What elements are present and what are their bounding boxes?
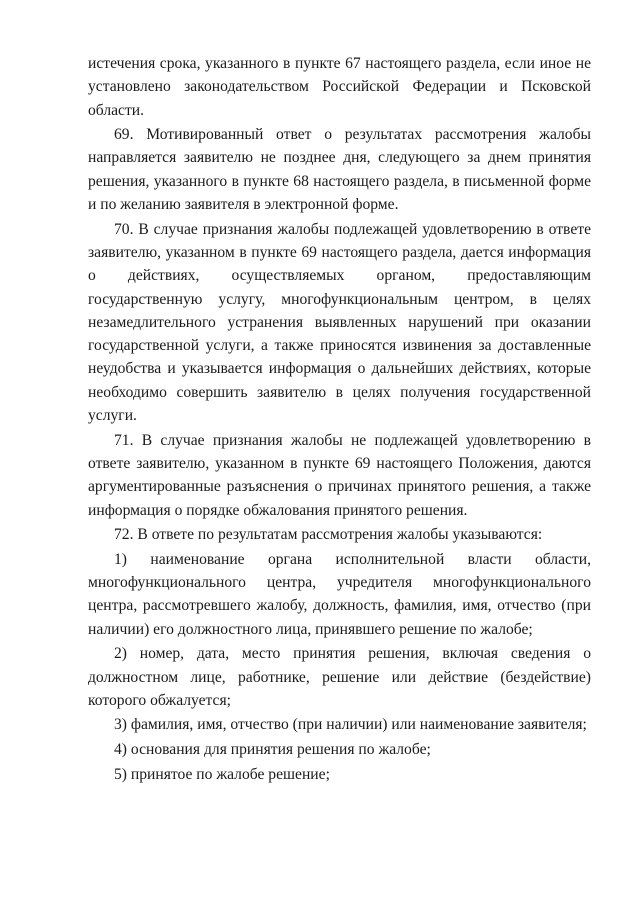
document-body bbox=[88, 52, 591, 787]
list-item-5: 5) принятое по жалобе решение; bbox=[114, 765, 330, 783]
list-item-2: 2) номер, дата, место принятия решения, включая сведения о должностном лице, работнике, решение или действие (бездействие) которого обжалуется; bbox=[88, 645, 591, 709]
list-item-3: 3) фамилия, имя, отчество (при наличии) или наименование заявителя; bbox=[114, 716, 587, 734]
paragraph-continuation: истечения срока, указанного в пункте 67 настоящего раздела, если иное не установлено законодательством Российской Федерации и Псковской области. bbox=[88, 55, 591, 119]
list-item-4: 4) основания для принятия решения по жалобе; bbox=[114, 740, 431, 758]
list-item-1: 1) наименование органа исполнительной власти области, многофункционального центра, учредителя многофункционального центра, рассмотревшего жалобу, должность, фамилия, имя, отчество (при наличии) его должностного лица, принявшего решение по жалобе; bbox=[88, 550, 591, 638]
paragraph-72: 72. В ответе по результатам рассмотрения жалобы указываются: bbox=[114, 526, 543, 544]
paragraph-70: 70. В случае признания жалобы подлежащей удовлетворению в ответе заявителю, указанном в пункте 69 настоящего раздела, дается информация о действиях, осуществляемых органом, предоставляющим государственную услугу, многофункциональным центром, в целях незамедлительного устранения выявленных нарушений при оказании государственной услуги, а также приносятся извинения за доставленные неудобства и указывается информация о дальнейших действиях, которые необходимо совершить заявителю в целях получения государственной услуги. bbox=[88, 220, 591, 425]
paragraph-71: 71. В случае признания жалобы не подлежащей удовлетворению в ответе заявителю, указанном в пункте 69 настоящего Положения, даются аргументированные разъяснения о причинах принятого решения, а также информация о порядке обжалования принятого решения. bbox=[88, 431, 591, 519]
paragraph-69: 69. Мотивированный ответ о результатах рассмотрения жалобы направляется заявителю не позднее дня, следующего за днем принятия решения, указанного в пункте 68 настоящего раздела, в письменной форме и по желанию заявителя в электронной форме. bbox=[88, 126, 591, 214]
